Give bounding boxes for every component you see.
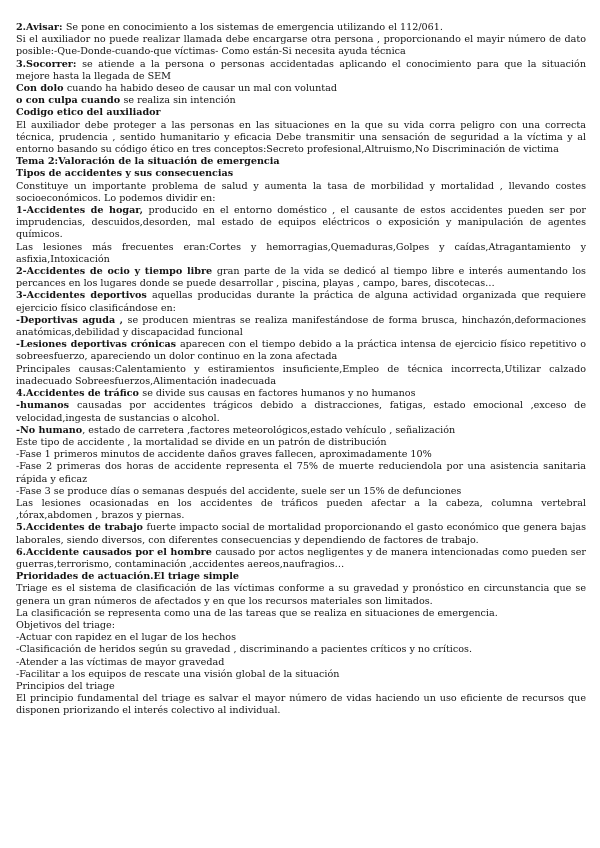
- paragraph-text: Si el auxiliador no puede realizar llamada debe encargarse otra persona , proporcionando el mayir número de dato posible:-Que-Donde-cuando-que víctimas- Como están-Si necesita ayuda técnica: [16, 34, 586, 58]
- paragraph-text: Principios del triage: [16, 680, 115, 692]
- paragraph-text: -Fase 2 primeras dos horas de accidente representa el 75% de muerte reduciendola por una asistencia sanitaria rápida y eficaz: [16, 461, 586, 485]
- paragraph-text: gran parte de la vida se dedicó al tiempo libre e interés aumentando los percances en los lugares donde se puede desarrollar , piscina, playas , campo, bares, discotecas…: [16, 266, 586, 290]
- paragraph-bold-lead: -Lesiones deportivas crónicas: [16, 339, 180, 351]
- paragraph: [16, 498, 586, 522]
- paragraph: [16, 547, 586, 571]
- paragraph-text: , estado de carretera ,factores meteorológicos,estado vehículo , señalización: [82, 424, 456, 436]
- paragraph-bold-lead: Prioridades de actuación.El triage simple: [16, 571, 239, 583]
- paragraph-text: Triage es el sistema de clasificación de las víctimas conforme a su gravedad y pronóstico en circunstancia que se genera un gran números de afectados y en que los recursos materiales son limitados.: [16, 583, 586, 607]
- paragraph: [16, 522, 586, 546]
- paragraph-bold-lead: 4.Accidentes de tráfico: [16, 388, 143, 400]
- paragraph-text: causadas por accidentes trágicos debido a distracciones, fatigas, estado emocional ,exceso de velocidad,ingesta de sustancias o alcohol.: [16, 400, 586, 424]
- paragraph-bold-lead: 1-Accidentes de hogar,: [16, 205, 149, 217]
- paragraph: [16, 83, 586, 95]
- paragraph: [16, 107, 586, 119]
- paragraph: [16, 290, 586, 314]
- paragraph: [16, 620, 586, 632]
- paragraph-text: se realiza sin intención: [123, 95, 236, 107]
- paragraph-bold-lead: -humanos: [16, 400, 78, 412]
- paragraph: [16, 669, 586, 681]
- paragraph-text: La clasificación se representa como una de las tareas que se realiza en situaciones de emergencia.: [16, 607, 498, 619]
- paragraph: [16, 425, 586, 437]
- paragraph: [16, 632, 586, 644]
- paragraph-text: aquellas producidas durante la práctica de alguna actividad organizada que requiere ejercicio físico clasificándose en:: [16, 290, 586, 314]
- paragraph-text: -Clasificación de heridos según su gravedad , discriminando a pacientes críticos y no críticos.: [16, 644, 472, 656]
- paragraph: [16, 59, 586, 83]
- paragraph: [16, 95, 586, 107]
- paragraph: [16, 364, 586, 388]
- paragraph: [16, 461, 586, 485]
- paragraph: [16, 449, 586, 461]
- paragraph: [16, 693, 586, 717]
- paragraph: [16, 266, 586, 290]
- paragraph-text: -Actuar con rapidez en el lugar de los hechos: [16, 632, 236, 644]
- paragraph: [16, 437, 586, 449]
- paragraph-text: Las lesiones ocasionadas en los accidentes de tráficos pueden afectar a la cabeza, columna vertebral ,tórax,abdomen , brazos y piernas.: [16, 497, 586, 522]
- paragraph: [16, 486, 586, 498]
- paragraph-text: -Atender a las víctimas de mayor gravedad: [16, 656, 225, 668]
- paragraph-text: Objetivos del triage:: [16, 619, 115, 631]
- paragraph: [16, 644, 586, 656]
- paragraph: [16, 571, 586, 583]
- paragraph: [16, 120, 586, 157]
- paragraph: [16, 315, 586, 339]
- paragraph-bold-lead: 2-Accidentes de ocio y tiempo libre: [16, 266, 217, 278]
- paragraph-text: producido en el entorno doméstico , el causante de estos accidentes pueden ser por imprudencias, descuidos,desorden, mal estado de equipos eléctricos o exposición y manipulación de agentes químicos.: [16, 205, 587, 241]
- paragraph-text: fuerte impacto social de mortalidad proporcionando el gasto económico que genera bajas laborales, siendo diversos, con diferentes consecuencias y dependiendo de factores de trabajo.: [16, 522, 586, 546]
- paragraph: [16, 168, 586, 180]
- paragraph-text: Se pone en conocimiento a los sistemas de emergencia utilizando el 112/061.: [65, 22, 443, 33]
- paragraph-text: -Fase 1 primeros minutos de accidente daños graves fallecen, aproximadamente 10%: [16, 449, 432, 461]
- paragraph-text: Principales causas:Calentamiento y estiramientos insuficiente,Empleo de técnica incorrecta,Utilizar calzado inadecuado Sobreesfuerzos,Alimentación inadecuada: [16, 363, 586, 387]
- paragraph-bold-lead: -Deportivas aguda ,: [16, 314, 128, 326]
- paragraph: [16, 242, 586, 266]
- paragraph-text: Las lesiones más frecuentes eran:Cortes y hemorragias,Quemaduras,Golpes y caídas,Atragantamiento y asfixia,Intoxicación: [16, 241, 586, 265]
- paragraph: [16, 400, 586, 424]
- paragraph: [16, 388, 586, 400]
- paragraph: [16, 657, 586, 669]
- paragraph-text: se producen mientras se realiza manifestándose de forma brusca, hinchazón,deformaciones anatómicas,debilidad y discapacidad funcional: [16, 314, 586, 339]
- paragraph-bold-lead: Tema 2:Valoración de la situación de emergencia: [16, 156, 280, 168]
- paragraph-bold-lead: 5.Accidentes de trabajo: [16, 522, 147, 534]
- paragraph-text: causado por actos negligentes y de manera intencionadas como pueden ser guerras,terrorismo, contaminación ,accidentes aereos,naufragios…: [16, 546, 586, 570]
- paragraph-text: se divide sus causas en factores humanos y no humanos: [142, 388, 416, 400]
- paragraph: [16, 156, 586, 168]
- paragraph-bold-lead: 2.Avisar:: [16, 22, 66, 33]
- paragraph: [16, 608, 586, 620]
- paragraph: [16, 181, 586, 205]
- paragraph-text: El principio fundamental del triage es salvar el mayor número de vidas haciendo un uso eficiente de recursos que disponen priorizando el interés colectivo al individual.: [16, 693, 586, 717]
- paragraph: [16, 205, 586, 242]
- paragraph-bold-lead: Con dolo: [16, 83, 67, 95]
- paragraph-bold-lead: -No humano: [16, 424, 83, 436]
- paragraph-text: Constituye un importante problema de salud y aumenta la tasa de morbilidad y mortalidad , llevando costes socioeconómicos. Lo podemos dividir en:: [16, 180, 586, 204]
- paragraph-bold-lead: 6.Accidente causados por el hombre: [16, 546, 216, 558]
- paragraph-text: El auxiliador debe proteger a las personas en las situaciones en la que su vida corra peligro con una correcta técnica, prudencia , sentido humanitario y eficacia Debe transmitir una sensación de seguridad a la víctima y al entorno basando su código ético en tres conceptos:Secreto profesional,Altruismo,No Discriminación de victima: [16, 119, 586, 156]
- paragraph: [16, 583, 586, 607]
- paragraph-text: Este tipo de accidente , la mortalidad se divide en un patrón de distribución: [16, 436, 387, 448]
- paragraph: [16, 22, 586, 34]
- paragraph-bold-lead: 3-Accidentes deportivos: [16, 290, 153, 302]
- paragraph-text: cuando ha habido deseo de causar un mal con voluntad: [66, 83, 338, 95]
- paragraph: [16, 339, 586, 363]
- paragraph: [16, 681, 586, 693]
- paragraph-bold-lead: 3.Socorrer:: [16, 58, 83, 70]
- paragraph-text: aparecen con el tiempo debido a la práctica intensa de ejercicio físico repetitivo o sobreesfuerzo, apareciendo un dolor continuo en la zona afectada: [16, 339, 586, 363]
- paragraph-text: -Fase 3 se produce días o semanas después del accidente, suele ser un 15% de defunciones: [16, 485, 462, 497]
- paragraph-bold-lead: Tipos de accidentes y sus consecuencias: [16, 168, 234, 180]
- paragraph-bold-lead: Codigo etico del auxiliador: [16, 107, 161, 119]
- paragraph-bold-lead: o con culpa cuando: [16, 95, 124, 107]
- paragraph-text: se atiende a la persona o personas accidentadas aplicando el conocimiento para que la situación mejore hasta la llegada de SEM: [16, 58, 586, 82]
- paragraph: [16, 34, 586, 58]
- paragraph-text: -Facilitar a los equipos de rescate una visión global de la situación: [16, 668, 340, 680]
